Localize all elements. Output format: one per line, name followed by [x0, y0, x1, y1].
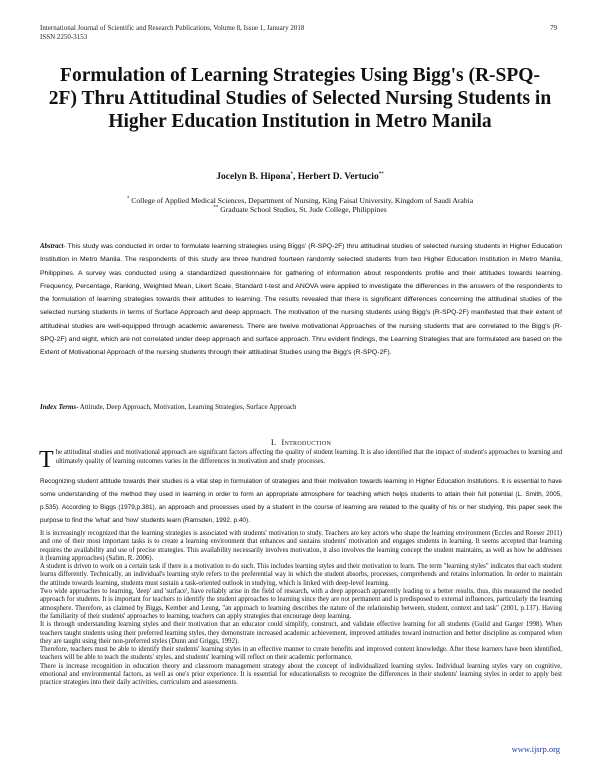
index-terms: [40, 403, 562, 411]
abstract: [40, 240, 562, 360]
author-name: Herbert D. Vertucio: [297, 172, 379, 182]
section-number: I.: [270, 437, 277, 447]
abstract-label: Abstract: [40, 243, 64, 250]
index-terms-label: Index Terms: [40, 403, 77, 411]
body-paragraph: It is increasingly recognized that the learning strategies is associated with students' motivation to study. Teachers are key actors who shape the learning environment (Eccles and Roeser 2011) and one of their most important tasks is to create a learning environment that enhances and sustains students' motivation and engages students in learning. It seems accepted that learning requires the availability and use of precise strategies. This availability necessarily involves motivation, it also involves the learning concept the student maintains, as well as how he addresses it (learning approaches) (Salim, R. 2006).: [40, 530, 562, 562]
body-paragraph: It is through understanding learning styles and their motivation that an educator could simplify, construct, and validate effective learning for all students (Guild and Garger 1998). When teachers taught students using their preferred learning styles, they demonstrate increased academic achievement, improved attitudes toward instruction and better discipline as compared when they are taught using their non-preferred styles (Dunn and Griggs, 1992).: [40, 621, 562, 645]
author-mark: **: [378, 171, 384, 177]
author-line: [40, 172, 560, 182]
body-paragraph: Two wide approaches to learning, 'deep' and 'surface', have reliably arise in the field of research, with a deep approach apparently leading to a better results, thus, this measured the needed approach for students. It is important for teachers to identify the student approaches to learning since they are not permanent and is predisposed to external influences, particularly the learning atmosphere. Therefore, as claimed by Biggs, Kember and Leung, "an approach to learning describes the nature of the relationship between, student, context and task" (2001, p.137). Having the familiarity of their students' approaches to learning, teachers can apply strategies that encourage deep learning.: [40, 588, 562, 620]
body-paragraph: Therefore, teachers must be able to identify their students' learning styles in an effective manner to create benefits and improved content knowledge. After these learners have been identified, teachers will be able to teach the students' styles, and students' learning will reflect on their academic performance.: [40, 646, 562, 662]
body-paragraph: A student is driven to work on a certain task if there is a motivation to do such. This includes learning styles and their motivation to learn. The term "learning styles" indicates that each student learns differently. Technically, an individual's learning style refers to the preferential way in which the student absorbs, processes, comprehends and retains information. In order to maintain the attitude towards learning, students must sustain a task-oriented outlook in studying, which is linked with deep-level learning.: [40, 563, 562, 587]
author-separator: ,: [292, 172, 298, 182]
issn: ISSN 2250-3153: [40, 33, 88, 41]
abstract-text: - This study was conducted in order to formulate learning strategies using Biggs' (R-SPQ-2F) thru attitudinal studies of selected nursing students in Higher Education Institution in Metro Manila. The respondents of this study are three hundred fourteen randomly selected students from two Higher Education Institution in Metro Manila, Philippines. A survey was conducted using a standardized questionnaire for gathering of information about respondents profile and their attitudes towards learning. Frequency, Percentage, Ranking, Weighted Mean, Likert Scale, Standard t-test and ANOVA were applied to investigate the differences in the answers of the respondents to the formulation of learning strategies towards their attitudes to learning. The results revealed that there is significant differences concerning the attitudinal studies of the selected nursing students in terms of Surface Approach and deep approach. The motivation of the nursing students using Bigg's (R-SPQ-2F) manifested that their extent of attitudinal studies are well-equipped through academic awareness. There are twelve motivational Approaches of the nursing students that are correlated to the Bigg's (R-SPQ-2F) and eight, which are not correlated under deep approach and surface approach. Thru evident findings, the Learning Strategies that are formulated are based on the Extent of Motivational Approach of the nursing students through their attitudinal Studies using the Bigg's (R-SPQ-2F).: [40, 243, 562, 357]
index-terms-text: - Attitude, Deep Approach, Motivation, Learning Strategies, Surface Approach: [76, 403, 297, 411]
affiliation-mark: **: [213, 205, 219, 211]
section-title: Introduction: [281, 437, 332, 447]
affiliation: [40, 205, 560, 214]
affiliation-text: College of Applied Medical Sciences, Department of Nursing, King Faisal University, Kingdom of Saudi Arabia: [129, 196, 474, 205]
paper-title: Formulation of Learning Strategies Using Bigg's (R-SPQ-2F) Thru Attitudinal Studies of Selected Nursing Students in Higher Education Institution in Metro Manila: [48, 65, 552, 132]
section-heading: [40, 437, 562, 447]
intro-paragraph: he attitudinal studies and motivational approach are significant factors affecting the quality of student learning. It is also identified that the impact of student's approaches to learning and ultimately quality of learning outcomes varies in the differences in motivation and study processes.: [55, 449, 562, 465]
author-mark: *: [290, 171, 293, 177]
running-header: [40, 24, 304, 42]
page-number: 79: [550, 24, 557, 32]
affiliation-text: Graduate School Studies, St. Jude College, Philippines: [218, 205, 387, 214]
intro-paragraph: Recognizing student attitude towards their studies is a vital step in formulation of strategies and their motivation towards learning in Higher Education Institutions. It is essential to have some understanding of the method they used in learning in order to form an appropriate atmosphere for teaching which helps students to attain their full potential (L. Smith, 2005, p.535). According to Biggs (1979,p.381), an approach and processes used by a student in the course of learning are related to the quality of his or her studying, this paper seek the purpose to find the 'what' and 'how' students learn (Ramsden, 1992, p.40).: [40, 478, 562, 524]
affiliations: [40, 196, 560, 214]
body-paragraph: There is increase recognition in education theory and classroom management strategy about the concept of individualized learning styles. Individual learning styles vary on cognitive, emotional and environmental factors, as well as one's prior experience. It is essential for educationalists to recognize the differences in their students' learning styles in order to apply best practice strategies into their daily activities, curriculum and assessments.: [40, 662, 562, 687]
author-name: Jocelyn B. Hipona: [216, 172, 291, 182]
affiliation: [40, 196, 560, 205]
drop-cap: T: [39, 447, 54, 473]
affiliation-mark: *: [126, 196, 130, 202]
journal-url-link[interactable]: www.ijsrp.org: [511, 744, 560, 754]
journal-name: International Journal of Scientific and Research Publications, Volume 8, Issue 1, January 2018: [40, 24, 305, 32]
intro-opening: [39, 447, 562, 473]
body-text: [40, 530, 562, 688]
